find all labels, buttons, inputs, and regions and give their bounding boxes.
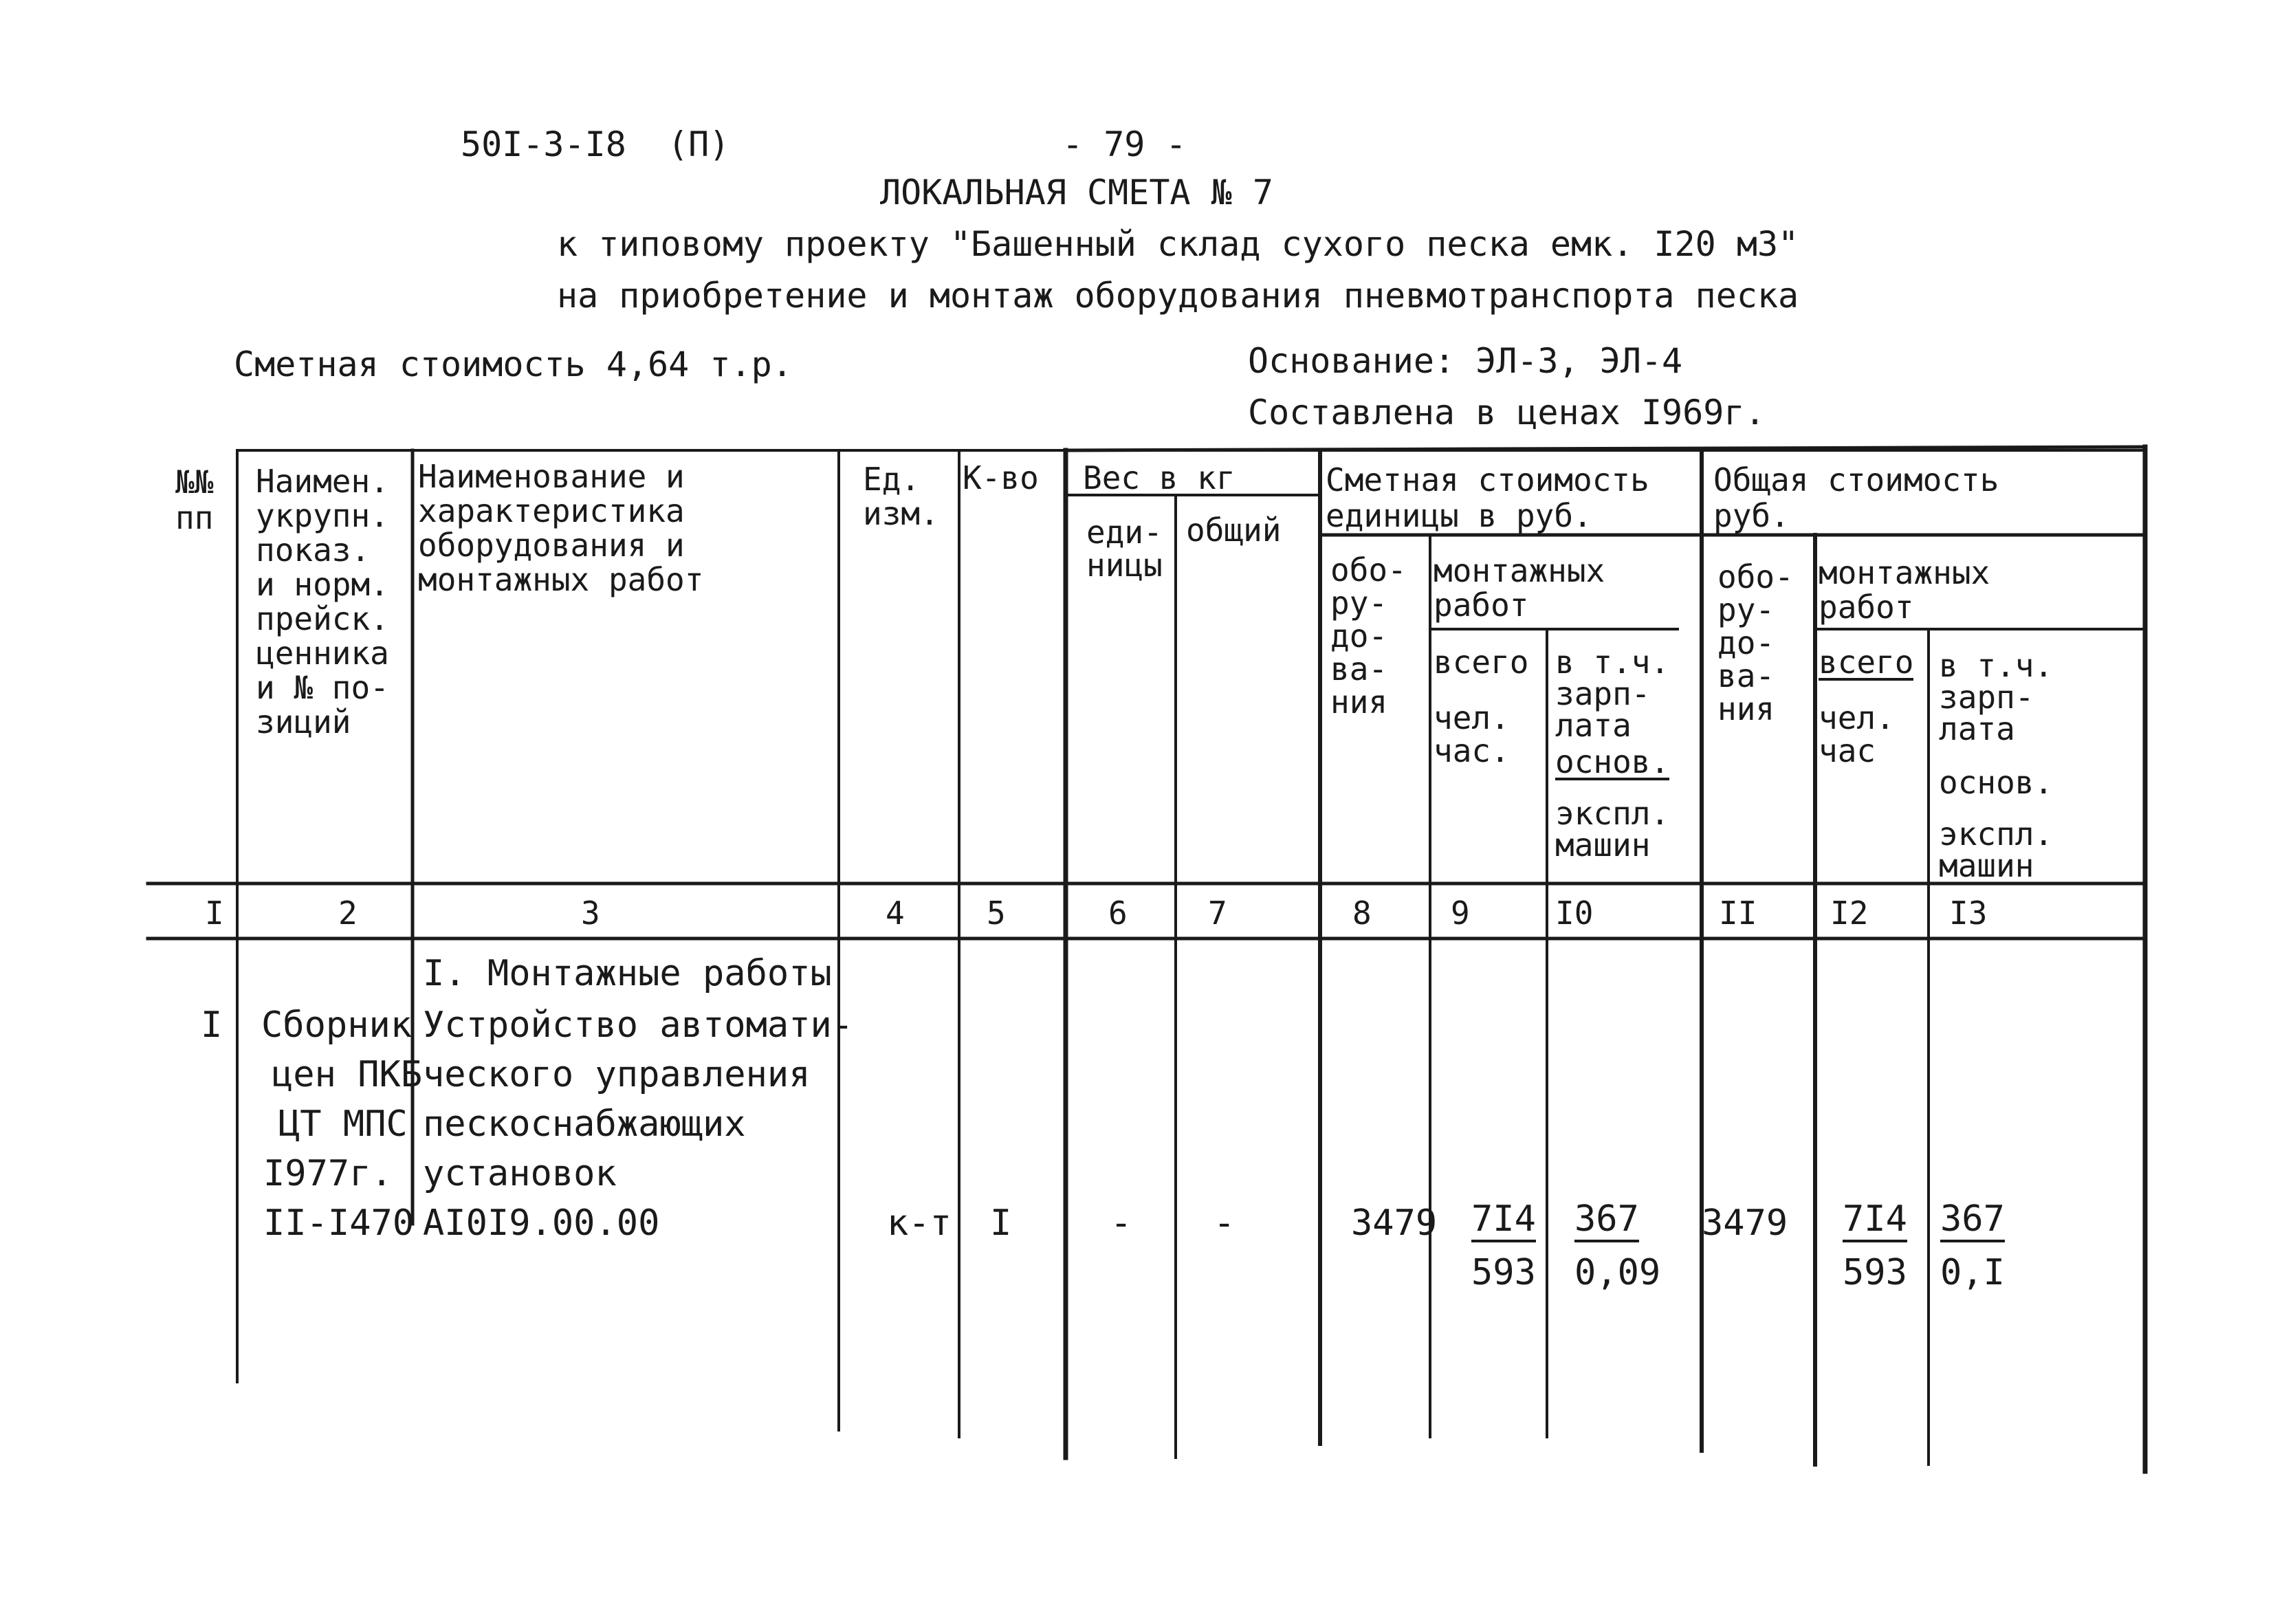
row-number: I (201, 1005, 223, 1046)
col-number: 5 (987, 895, 1006, 932)
header-number: №№ пп (175, 463, 214, 536)
header-incl-total: в т.ч. зарп- лата (1939, 647, 2054, 747)
row-manhours-unit: 593 (1471, 1252, 1536, 1293)
document-code: 50I-3-I8 (П) (461, 124, 730, 164)
col-number: I0 (1555, 895, 1594, 932)
row-description-line: Устройство автомати- (423, 1005, 854, 1046)
header-manhours-total: чел. час (1819, 699, 1895, 769)
header-incl-unit: в т.ч. зарп- лата (1555, 644, 1670, 744)
header-all-total: всего (1819, 644, 1914, 681)
col-number: I2 (1830, 895, 1869, 932)
col-number: I (205, 895, 224, 932)
page-number: - 79 - (1062, 124, 1187, 164)
row-machines-unit: 0,09 (1574, 1252, 1661, 1293)
header-manhours-unit: чел. час. (1434, 699, 1510, 769)
header-unit-cost: Сметная стоимость единицы в руб. (1326, 461, 1649, 534)
col-number: 9 (1451, 895, 1470, 932)
row-description-line: пескоснабжающих (423, 1104, 746, 1145)
header-reference: Наимен. укрупн. показ. и норм. прейск. ценника и № по- зиций (256, 463, 389, 740)
header-equipment-unit: обо- ру- до- ва- ния (1330, 551, 1407, 721)
document-subtitle-1: к типовому проекту "Башенный склад сухого песка емк. I20 м3" (557, 224, 1799, 264)
row-quantity: I (990, 1203, 1012, 1244)
document-subtitle-2: на приобретение и монтаж оборудования пневмотранспорта песка (557, 276, 1799, 316)
col-number: 8 (1352, 895, 1372, 932)
header-weight-total: общий (1186, 512, 1282, 549)
estimated-cost: Сметная стоимость 4,64 т.р. (234, 344, 793, 384)
section-title: I. Монтажные работы (423, 953, 832, 994)
header-equipment-total: обо- ру- до- ва- ния (1717, 558, 1794, 727)
row-wage-basic-total: 367 (1940, 1198, 2005, 1242)
row-equipment-total-cost: 3479 (1702, 1203, 1788, 1244)
row-manhours-total: 593 (1843, 1252, 1907, 1293)
row-reference-line: I977г. (263, 1153, 393, 1194)
col-number: II (1719, 895, 1757, 932)
header-total-cost: Общая стоимость руб. (1713, 461, 1999, 534)
col-number: I3 (1949, 895, 1988, 932)
row-reference-line: ЦТ МПС (278, 1104, 408, 1145)
col-number: 7 (1208, 895, 1227, 932)
row-weight-total: - (1214, 1203, 1236, 1244)
document-title: ЛОКАЛЬНАЯ СМЕТА № 7 (880, 173, 1273, 212)
row-description-line: ческого управления (423, 1054, 811, 1095)
basis: Основание: ЭЛ-3, ЭЛ-4 (1248, 341, 1683, 381)
header-mounting-total: монтажных работ (1819, 554, 1990, 626)
row-reference-line: II-I470 (263, 1203, 415, 1244)
header-basic-total: основ. (1939, 764, 2054, 801)
row-description-line: установок (423, 1153, 617, 1194)
header-basic-unit: основ. (1555, 743, 1670, 780)
row-description-line: AI0I9.00.00 (423, 1203, 660, 1244)
header-all-unit: всего (1434, 644, 1529, 681)
col-number: 3 (581, 895, 600, 932)
header-weight-unit: еди- ницы (1086, 514, 1163, 584)
header-weight: Вес в кг (1083, 459, 1236, 496)
col-number: 2 (338, 895, 358, 932)
price-level: Составлена в ценах I969г. (1248, 393, 1766, 432)
row-mounting-all-total: 7I4 (1843, 1198, 1907, 1242)
header-machines-total: экспл. машин (1939, 815, 2054, 884)
row-machines-total: 0,I (1940, 1252, 2005, 1293)
row-wage-basic-unit: 367 (1574, 1198, 1639, 1242)
row-reference-line: Сборник (261, 1005, 413, 1046)
col-number: 4 (886, 895, 905, 932)
row-reference-line: цен ПКБ (272, 1054, 423, 1095)
header-unit: Ед. изм. (863, 461, 939, 532)
col-number: 6 (1108, 895, 1128, 932)
row-mounting-all-unit: 7I4 (1471, 1198, 1536, 1242)
header-mounting-unit: монтажных работ (1434, 552, 1605, 624)
header-machines-unit: экспл. машин (1555, 795, 1670, 864)
row-unit: к-т (887, 1203, 952, 1244)
header-quantity: К-во (963, 459, 1039, 496)
row-weight-unit: - (1110, 1203, 1132, 1244)
row-equipment-unit-cost: 3479 (1351, 1203, 1438, 1244)
header-description: Наименование и характеристика оборудования и монтажных работ (418, 458, 704, 598)
